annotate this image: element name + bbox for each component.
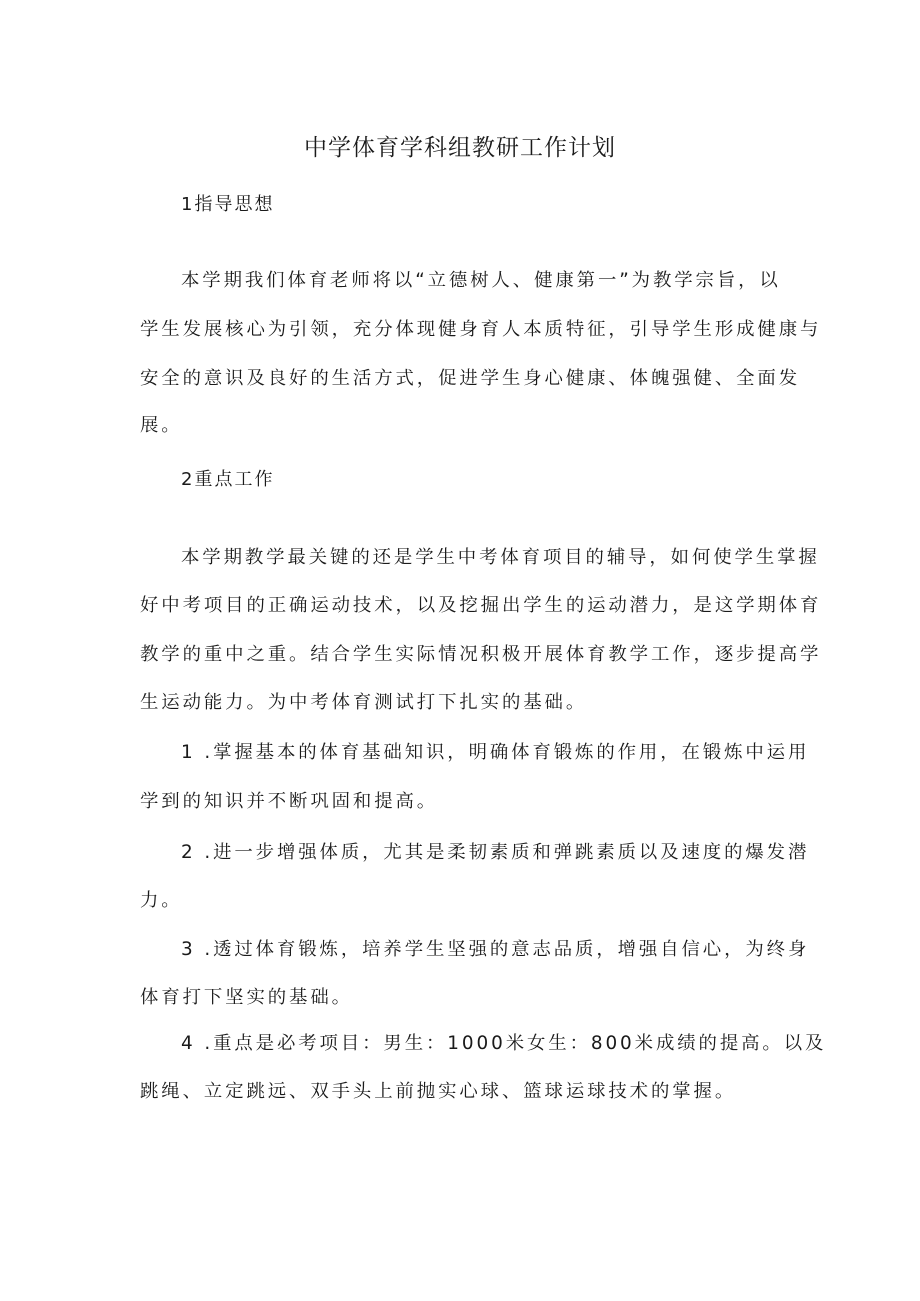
section-heading-1: 1指导思想 (181, 194, 275, 215)
paragraph-line: 学到的知识并不断巩固和提高。 (140, 791, 439, 812)
paragraph-line: 安全的意识及良好的生活方式，促进学生身心健康、体魄强健、全面发 (140, 368, 801, 389)
paragraph-line: 教学的重中之重。结合学生实际情况积极开展体育教学工作，逐步提高学 (140, 644, 822, 665)
paragraph-line: 3 .透过体育锻炼，培养学生坚强的意志品质，增强自信心，为终身 (181, 939, 810, 960)
paragraph-line: 力。 (140, 890, 183, 911)
section-heading-2: 2重点工作 (181, 469, 275, 490)
paragraph-line: 生运动能力。为中考体育测试打下扎实的基础。 (140, 692, 588, 713)
paragraph-line: 展。 (140, 415, 183, 436)
paragraph-line: 本学期教学最关键的还是学生中考体育项目的辅导，如何使学生掌握 (181, 547, 820, 568)
paragraph-line: 本学期我们体育老师将以“立德树人、健康第一”为教学宗旨，以 (181, 270, 781, 291)
paragraph-line: 体育打下坚实的基础。 (140, 987, 353, 1008)
paragraph-line: 跳绳、立定跳远、双手头上前抛实心球、篮球运球技术的掌握。 (140, 1081, 737, 1102)
paragraph-line: 1 .掌握基本的体育基础知识，明确体育锻炼的作用，在锻炼中运用 (181, 742, 810, 763)
paragraph-line: 4 .重点是必考项目：男生：1000米女生：800米成绩的提高。以及 (181, 1033, 827, 1054)
document-title: 中学体育学科组教研工作计划 (304, 135, 616, 161)
paragraph-line: 2 .进一步增强体质，尤其是柔韧素质和弹跳素质以及速度的爆发潜 (181, 842, 810, 863)
paragraph-line: 学生发展核心为引领，充分体现健身育人本质特征，引导学生形成健康与 (140, 319, 822, 340)
paragraph-line: 好中考项目的正确运动技术，以及挖掘出学生的运动潜力，是这学期体育 (140, 595, 822, 616)
